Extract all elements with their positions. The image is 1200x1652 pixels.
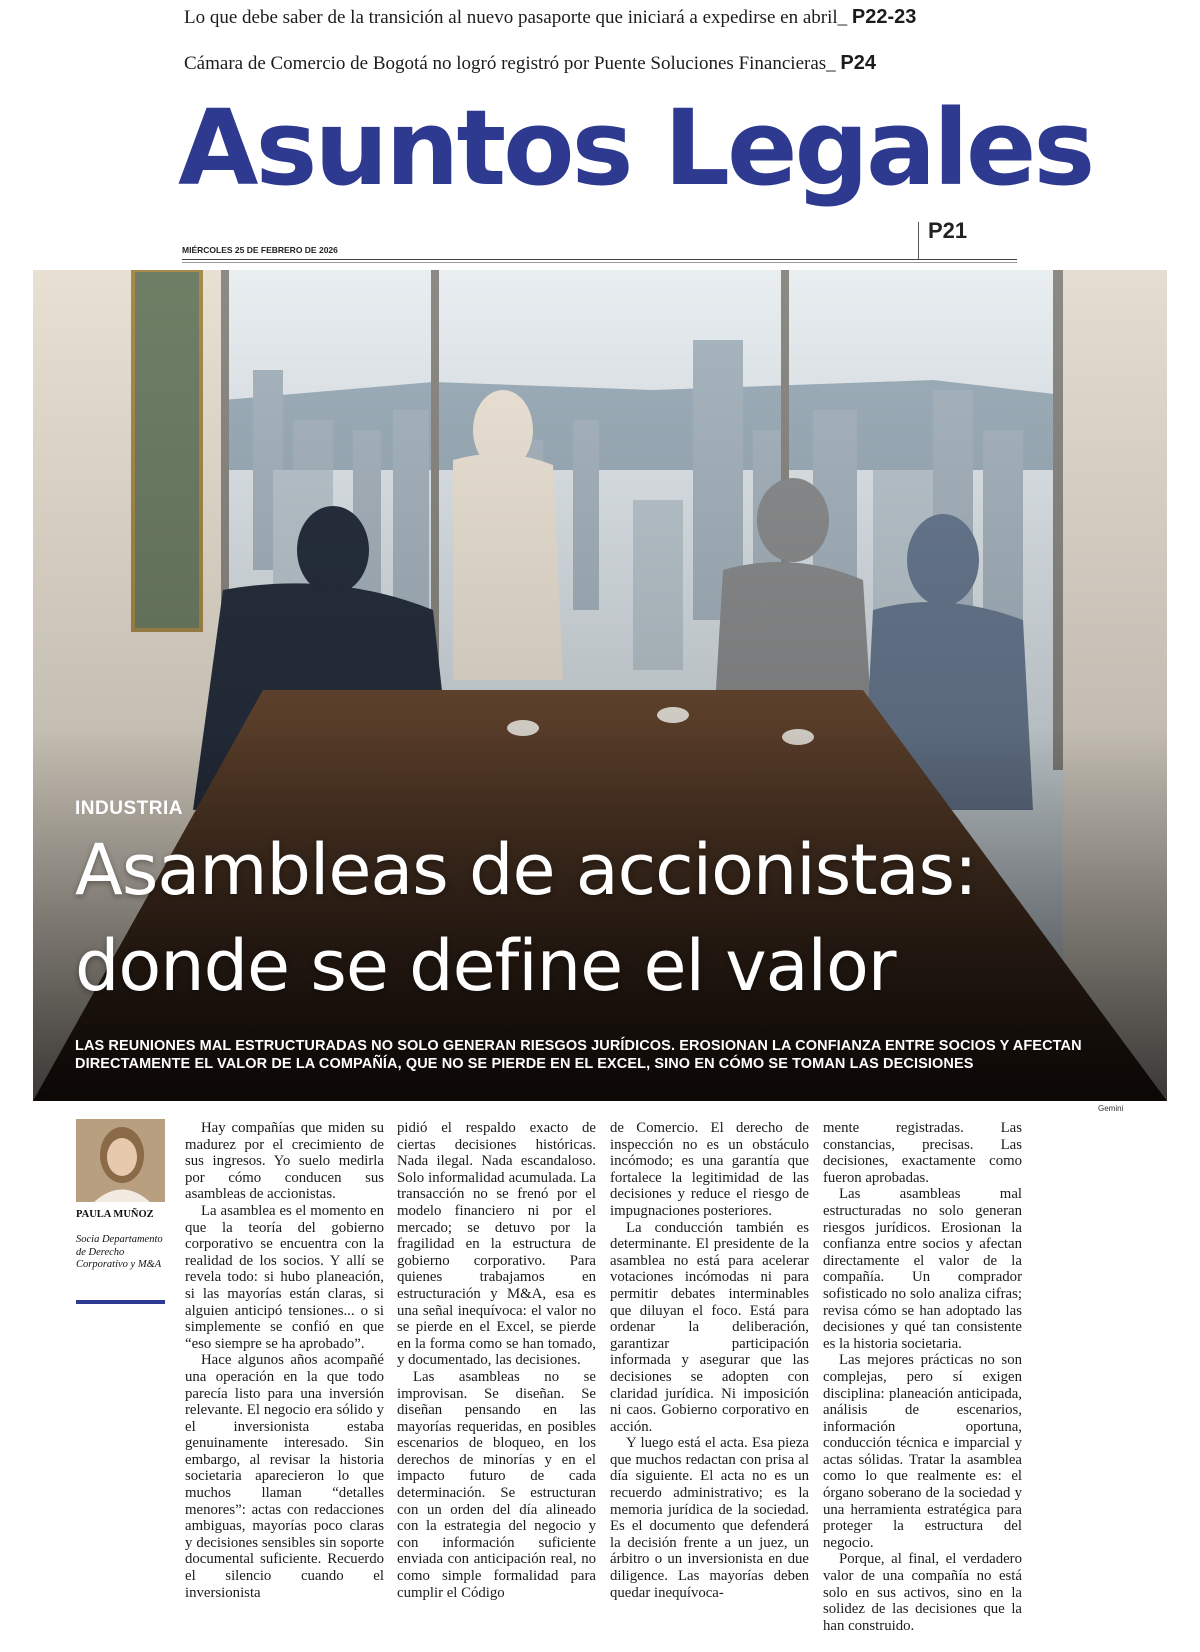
paragraph: Las asambleas no se improvisan. Se diseñan. Se diseñan pensando en las mayorías requeridas, en posibles escenarios de bloqueo, en los derechos de minorías y en el impacto futuro de cada determinación. Se estructuran con un orden del día alineado con la estrategia del negocio y con información suficiente enviada con anticipación real, no como simple formalidad para cumplir el Código <box>397 1368 596 1601</box>
paragraph: mente registradas. Las constancias, precisas. Las decisiones, exactamente como fueron aprobadas. <box>823 1120 1022 1186</box>
page-number-divider <box>918 222 919 260</box>
author-role: Socia Departamento de Derecho Corporativo y M&A <box>76 1234 163 1270</box>
article-column-3 <box>610 1120 809 1601</box>
teaser-page-ref: P24 <box>840 52 876 74</box>
teaser-text: Lo que debe saber de la transición al nuevo pasaporte que iniciará a expedirse en abril_ <box>184 7 848 28</box>
teaser-chamber-of-commerce[interactable] <box>184 52 876 75</box>
section-kicker: INDUSTRIA <box>75 798 183 819</box>
article-column-1 <box>185 1120 384 1601</box>
teaser-page-ref: P22-23 <box>851 6 917 28</box>
paragraph: de Comercio. El derecho de inspección no es un obstáculo incómodo; es una garantía que fortalece la legitimidad de las decisiones y reduce el riesgo de impugnaciones posteriores. <box>610 1120 809 1219</box>
article-column-4 <box>823 1120 1022 1634</box>
page-number: P21 <box>928 218 968 243</box>
paragraph: La conducción también es determinante. El presidente de la asamblea no está para acelerar votaciones incómodas ni para permitir debates interminables que diluyan el foco. Está para ordenar la deliberación, garantizar participación informada y asegurar que las decisiones se adopten con claridad jurídica. Ni imposición ni caos. Gobierno corporativo en acción. <box>610 1219 809 1435</box>
teaser-text: Cámara de Comercio de Bogotá no logró registró por Puente Soluciones Financieras_ <box>184 53 836 74</box>
paragraph: Porque, al final, el verdadero valor de una compañía no está solo en sus activos, sino en la solidez de las decisiones que la han construido. <box>823 1551 1022 1634</box>
article-deck: LAS REUNIONES MAL ESTRUCTURADAS NO SOLO GENERAN RIESGOS JURÍDICOS. EROSIONAN LA CONFIANZA ENTRE SOCIOS Y AFECTAN DIRECTAMENTE EL VALOR DE LA COMPAÑÍA, QUE NO SE PIERDE EN EL EXCEL, SINO EN CÓMO SE TOMAN LAS DECISIONES <box>75 1038 1082 1072</box>
paragraph: La asamblea es el momento en que la teoría del gobierno corporativo se encuentra con la realidad de los socios. Y allí se revela todo: si hubo planeación, si las mayorías están claras, si alguien anticipó tensiones... o si simplemente se confió en que “eso siempre se ha aprobado”. <box>185 1202 384 1352</box>
author-avatar <box>76 1119 165 1202</box>
author-rule <box>76 1300 165 1304</box>
paragraph: Y luego está el acta. Esa pieza que muchos redactan con prisa al día siguiente. El acta no es un recuerdo administrativo; es la memoria jurídica de la sociedad. Es el documento que defenderá la decisión frente a un juez, un árbitro o un inversionista en due diligence. Las mayorías deben quedar inequívoca- <box>610 1435 809 1601</box>
photo-credit: Gemini <box>1098 1104 1124 1113</box>
masthead-title: Asuntos Legales <box>178 87 1093 209</box>
article-column-2 <box>397 1120 596 1601</box>
header-rule-thin <box>182 262 1017 263</box>
paragraph: Hace algunos años acompañé una operación en la que todo parecía listo para una inversión relevante. El negocio era sólido y el inversionista estaba genuinamente interesado. Sin embargo, al revisar la historia societaria aparecieron lo que muchos llaman “detalles menores”: actas con redacciones ambiguas, mayorías poco claras y decisiones sensibles sin soporte documental suficiente. Recuerdo el silencio cuando el inversionista <box>185 1352 384 1601</box>
header-rule <box>182 259 1017 260</box>
paragraph: pidió el respaldo exacto de ciertas decisiones históricas. Nada ilegal. Nada escandaloso. Solo informalidad acumulada. La transacción no se frenó por el modelo financiero ni por el mercado; se detuvo por la fragilidad en la estructura de gobierno corporativo. Para quienes trabajamos en estructuración y M&A, esa es una señal inequívoca: el valor no se pierde en el Excel, se pierde en la forma como se han tomado, y documentado, las decisiones. <box>397 1120 596 1369</box>
teaser-passport[interactable] <box>184 6 916 29</box>
article-headline: Asambleas de accionistas: donde se define el valor <box>75 829 977 1007</box>
paragraph: Hay compañías que miden su madurez por el crecimiento de sus ingresos. Yo suelo medirla por cómo conducen sus asambleas de accionistas. <box>185 1120 384 1203</box>
dateline: MIÉRCOLES 25 DE FEBRERO DE 2026 <box>182 245 338 255</box>
author-name: PAULA MUÑOZ <box>76 1209 154 1220</box>
paragraph: Las mejores prácticas no son complejas, pero sí exigen disciplina: planeación anticipada, análisis de escenarios, información oportuna, conducción técnica e imparcial y actas sólidas. Tratar la asamblea como lo que realmente es: el órgano soberano de la sociedad y una herramienta estratégica para proteger la estructura del negocio. <box>823 1352 1022 1551</box>
paragraph: Las asambleas mal estructuradas no solo generan riesgos jurídicos. Erosionan la confianza entre socios y afectan directamente el valor de la compañía. Un comprador sofisticado no solo analiza cifras; revisa cómo se han adoptado las decisiones y qué tan consistente es la historia societaria. <box>823 1186 1022 1352</box>
hero-photo <box>33 270 1167 1101</box>
